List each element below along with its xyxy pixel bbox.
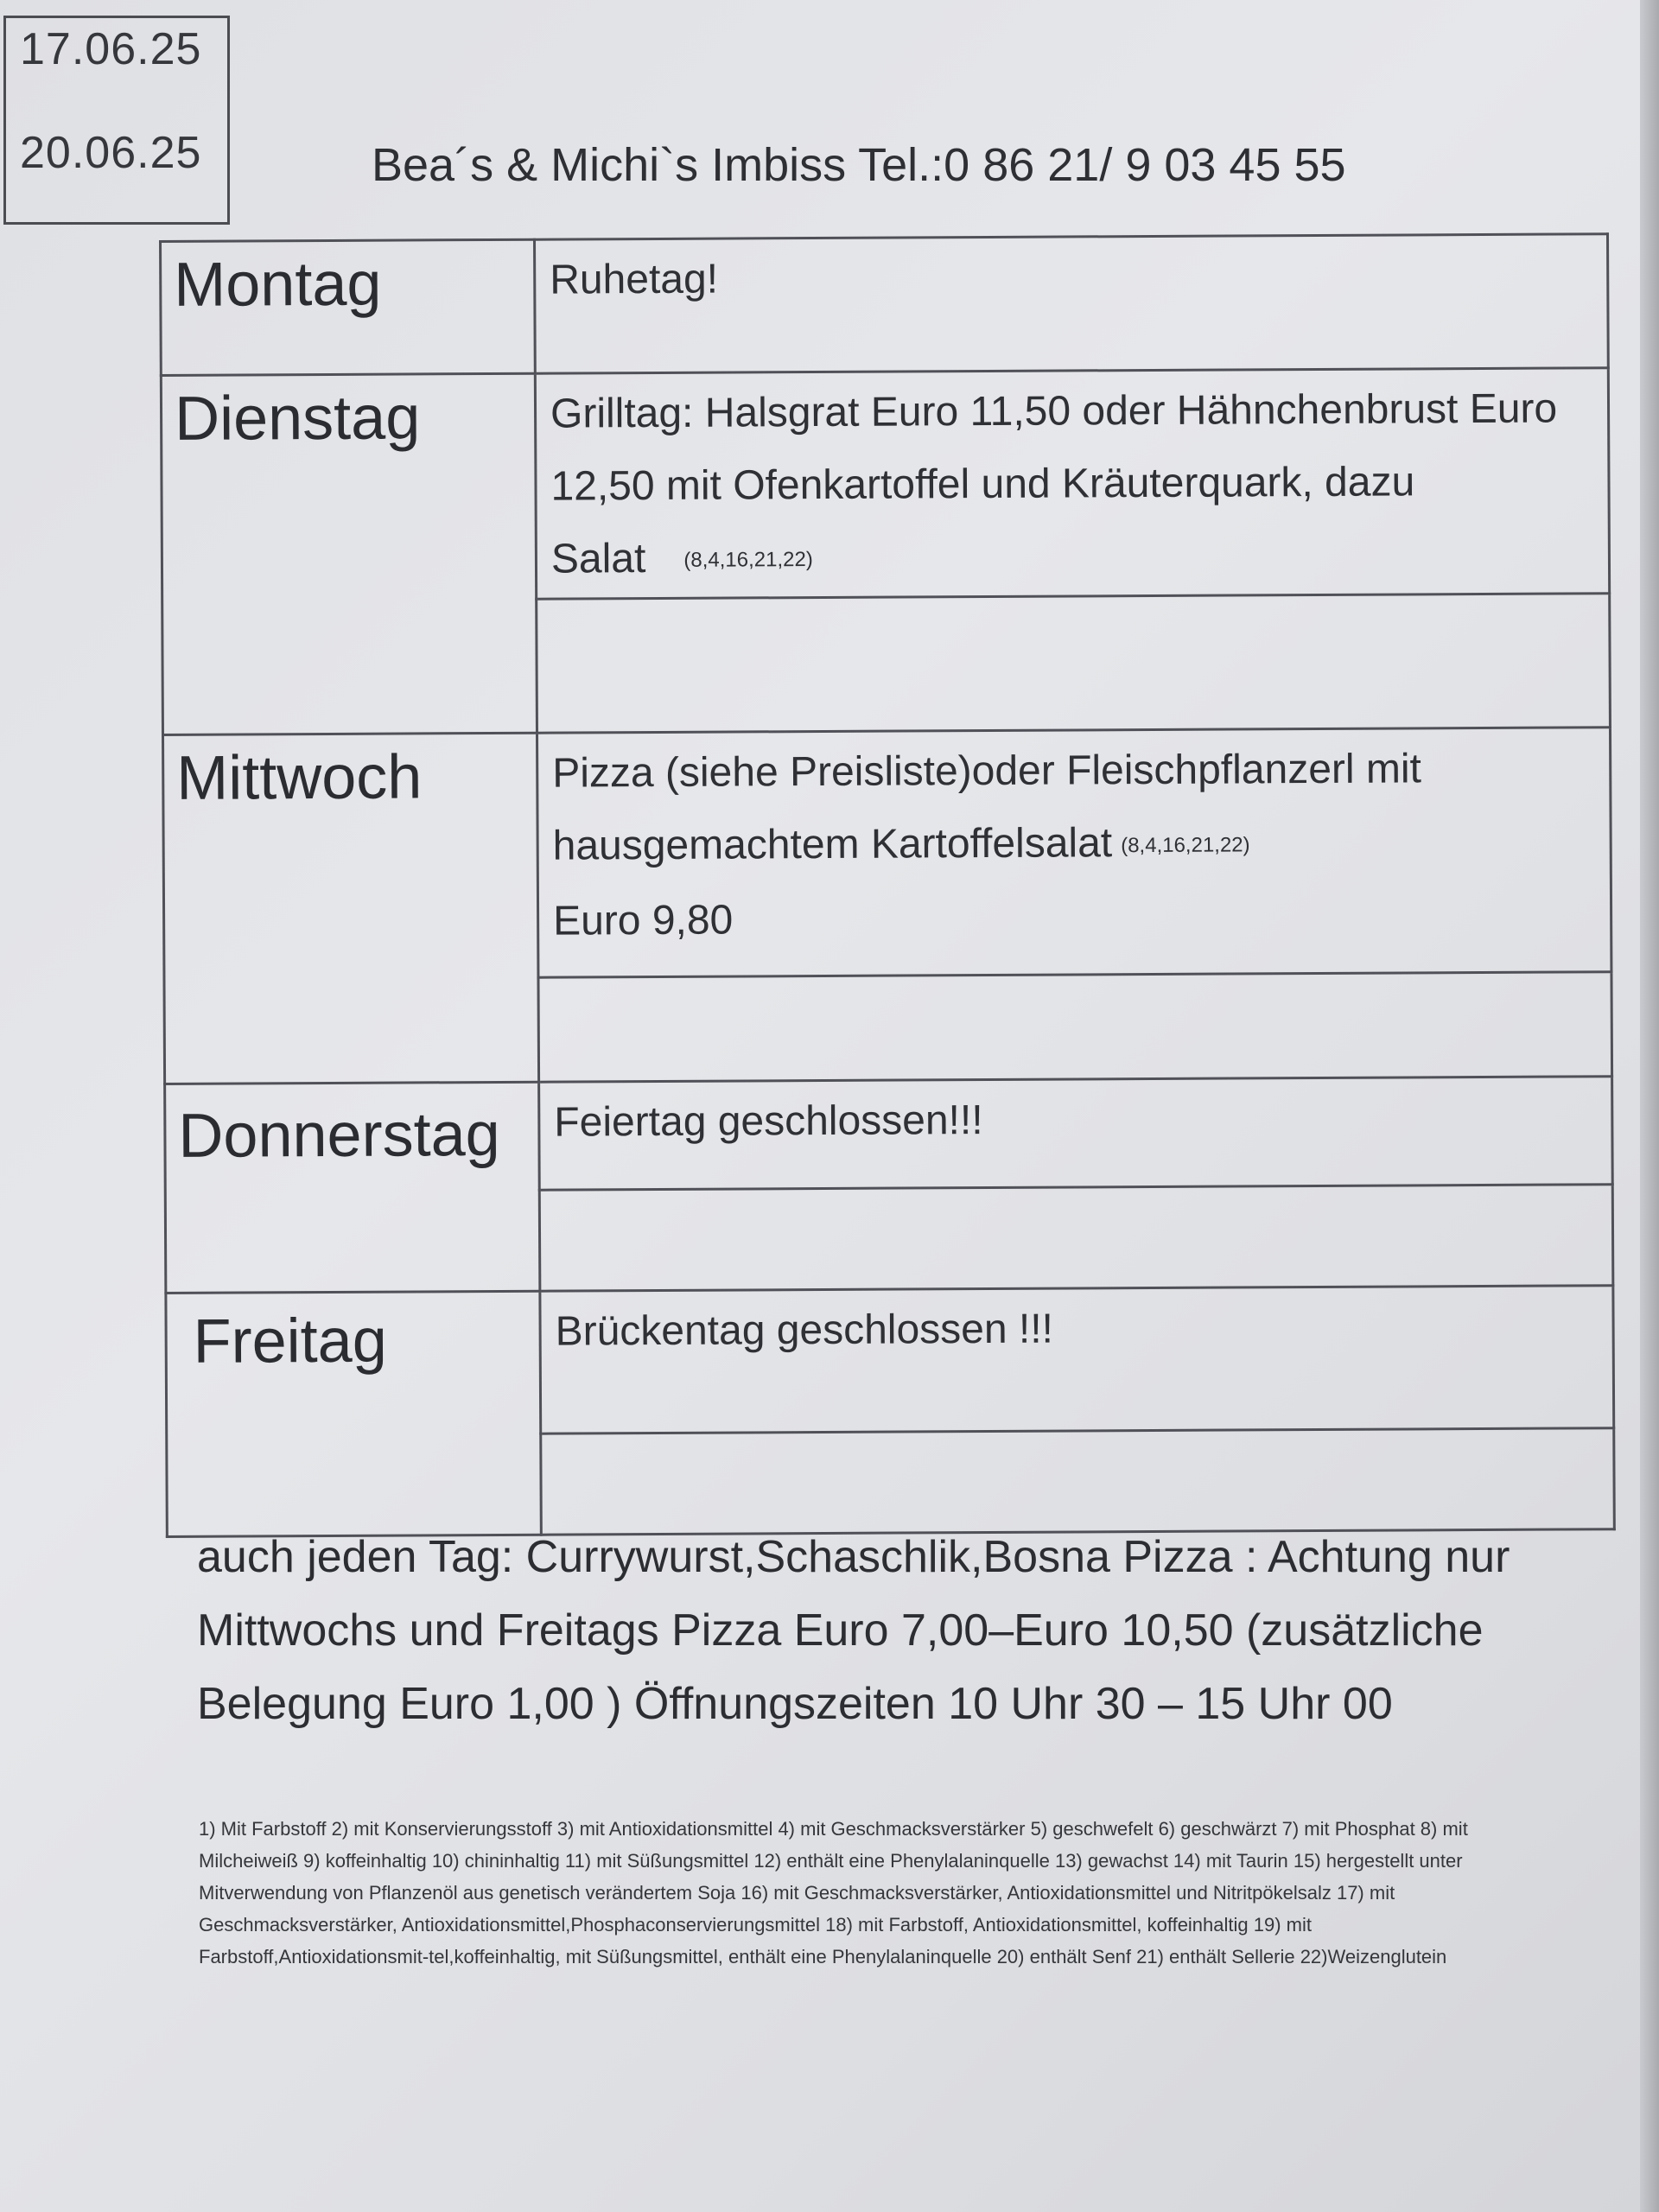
day-donnerstag: Donnerstag xyxy=(165,1083,540,1294)
day-freitag: Freitag xyxy=(166,1292,541,1537)
dish-empty-cell xyxy=(538,972,1612,1083)
dish-empty-cell xyxy=(541,1428,1615,1535)
dish-text-line2: hausgemachtem Kartoffelsalat xyxy=(552,820,1113,869)
table-row xyxy=(161,234,1609,376)
dish-donnerstag xyxy=(539,1077,1613,1191)
dish-text: Brückentag geschlossen !!! xyxy=(555,1306,1054,1355)
imbiss-title: Bea´s & Michi`s Imbiss Tel.:0 86 21/ 9 03 45 55 xyxy=(372,139,1346,191)
dish-freitag xyxy=(540,1286,1614,1434)
weekly-menu-table xyxy=(159,232,1616,1538)
date-range-box xyxy=(3,16,230,225)
dish-text: Ruhetag! xyxy=(550,256,719,303)
daily-offer-and-hours: auch jeden Tag: Currywurst,Schaschlik,Bosna Pizza : Achtung nur Mittwochs und Freitags Pizza Euro 7,00–Euro 10,50 (zusätzliche Belegung Euro 1,00 ) Öffnungszeiten 10 Uhr 30 – 15 Uhr 00 xyxy=(197,1532,1510,1729)
dish-montag xyxy=(535,234,1609,374)
dish-text: Feiertag geschlossen!!! xyxy=(554,1097,983,1146)
allergen-codes: (8,4,16,21,22) xyxy=(1121,833,1250,857)
dish-text: Grilltag: Halsgrat Euro 11,50 oder Hähnchenbrust Euro 12,50 mit Ofenkartoffel und Kräuterquark, dazu Salat xyxy=(550,385,1558,582)
table-row xyxy=(165,1077,1613,1192)
dish-dienstag xyxy=(535,368,1609,600)
dish-empty-cell xyxy=(539,1185,1613,1292)
table-row xyxy=(161,368,1609,601)
day-montag: Montag xyxy=(161,239,536,375)
allergen-codes: (8,4,16,21,22) xyxy=(683,548,813,573)
date-to: 20.06.25 xyxy=(20,128,202,178)
day-dienstag: Dienstag xyxy=(161,373,537,735)
dish-mittwoch xyxy=(537,728,1611,977)
allergen-footnotes: 1) Mit Farbstoff 2) mit Konservierungsstoff 3) mit Antioxidationsmittel 4) mit Geschmacksverstärker 5) geschwefelt 6) geschwärzt 7) mit Phosphat 8) mit Milcheiweiß 9) koffeinhaltig 10) chininhaltig 11) mit Süßungsmittel 12) enthält eine Phenylalaninquelle 13) gewachst 14) mit Taurin 15) hergestellt unter Mitverwendung von Pflanzenöl aus genetisch verändertem Soja 16) mit Geschmacksverstärker, Antioxidationsmittel und Nitritpökelsalz 17) mit Geschmacksverstärker, Antioxidationsmittel,Phosphaconservierungsmittel 18) mit Farbstoff, Antioxidationsmittel, koffeinhaltig 19) mit Farbstoff,Antioxidationsmit-tel,koffeinhaltig, mit Süßungsmittel, enthält eine Phenylalaninquelle 20) enthält Senf 21) enthält Sellerie 22)Weizenglutein xyxy=(199,1818,1468,1967)
dish-empty-cell xyxy=(537,594,1611,734)
dish-price: Euro 9,80 xyxy=(552,897,734,944)
table-row xyxy=(162,728,1611,980)
date-from: 17.06.25 xyxy=(20,24,202,74)
day-mittwoch: Mittwoch xyxy=(162,734,538,1084)
paper-edge-shadow xyxy=(1640,0,1659,2212)
dish-text-line1: Pizza (siehe Preisliste)oder Fleischpflanzerl mit xyxy=(552,746,1422,797)
table-row xyxy=(166,1286,1614,1436)
